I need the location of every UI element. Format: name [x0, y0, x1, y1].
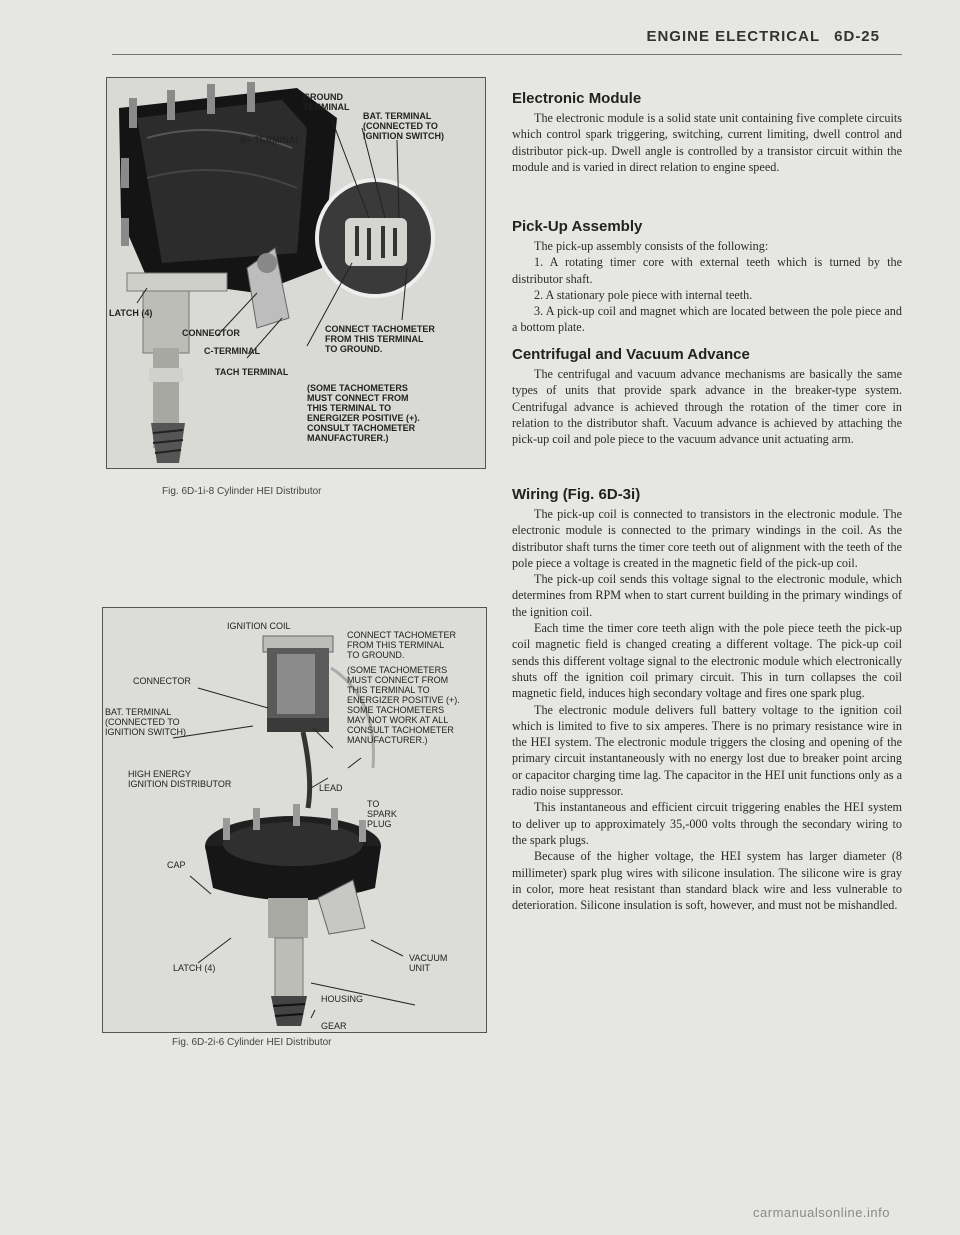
list-item: 1. A rotating timer core with external teeth which is turned by the distributor shaft. [512, 255, 902, 286]
paragraph: The pick-up coil is connected to transistors in the electronic module. The electronic module is connected to the primary windings in the coil. As the distributor shaft turns the timer core teeth out of alignment with the teeth of the pole piece a voltage is created in the magnetic field of the pick-up coil. [512, 507, 902, 570]
label-ignition-coil: IGNITION COIL [227, 621, 291, 631]
label-cap: CAP [167, 860, 186, 870]
header-rule [112, 54, 902, 55]
watermark: carmanualsonline.info [753, 1205, 890, 1220]
paragraph: The electronic module is a solid state unit containing five complete circuits which control spark triggering, switching, current limiting, dwell control and distributor pick-up. Dwell angle is controlled by a transistor circuit within the module and is varied in direct relation to engine speed. [512, 111, 902, 174]
label-hei-distributor: HIGH ENERGY IGNITION DISTRIBUTOR [128, 769, 232, 789]
paragraph: The pick-up assembly consists of the following: [534, 239, 769, 253]
section-wiring [512, 486, 902, 913]
page-header [646, 28, 880, 45]
label-connect-tachometer-2: CONNECT TACHOMETER FROM THIS TERMINAL TO GROUND. [347, 630, 457, 660]
label-tach-terminal: TACH TERMINAL [215, 367, 289, 377]
list-item: 2. A stationary pole piece with internal teeth. [534, 287, 753, 302]
section-pick-up-assembly [512, 218, 902, 336]
label-latch: LATCH (4) [109, 308, 153, 318]
section-advance [512, 346, 902, 447]
section-title: ENGINE ELECTRICAL [646, 28, 821, 45]
label-bat-terminal: BAT. TERMINAL (CONNECTED TO IGNITION SWITCH) [363, 111, 444, 141]
label-bat-terminal-2: BAT. TERMINAL (CONNECTED TO IGNITION SWITCH) [105, 707, 186, 737]
heading-pick-up-assembly: Pick-Up Assembly [512, 218, 643, 235]
figure-8-cyl-distributor [106, 77, 486, 469]
page-number: 6D-25 [834, 28, 880, 45]
figure2-caption: Fig. 6D-2i-6 Cylinder HEI Distributor [172, 1037, 332, 1048]
paragraph: This instantaneous and efficient circuit triggering enables the HEI system to deliver up to approximately 35,-000 volts through the secondary wiring to the spark plugs. [512, 800, 902, 847]
figure1-caption: Fig. 6D-1i-8 Cylinder HEI Distributor [162, 486, 322, 497]
label-connect-tachometer: CONNECT TACHOMETER FROM THIS TERMINAL TO GROUND. [325, 324, 435, 354]
label-housing: HOUSING [321, 994, 364, 1004]
paragraph: The centrifugal and vacuum advance mechanisms are basically the same types of units that provide spark advance in the breaker-type system. Centrifugal advance is achieved through the rotation of the timer core in relation to the distributor shaft. Vacuum advance is achieved by attaching the pick-up coil and pole piece to the vacuum advance unit actuating arm. [512, 367, 902, 447]
paragraph: Each time the timer core teeth align with the pole piece teeth the pick-up coil magnetic field is changed creating a different voltage. The pick-up coil sends this different voltage signal to the electronic module which electronically shuts off the ignition coil primary circuit. This in turn collapses the coil magnetic field, induces high secondary voltage and fires one spark plug. [512, 621, 902, 701]
label-ground-terminal: GROUND TERMINAL [303, 92, 350, 112]
label-some-tachometers-2: (SOME TACHOMETERS MUST CONNECT FROM THIS TERMINAL TO ENERGIZER POSITIVE (+). SOME TACHOMETERS MAY NOT WORK AT ALL CONSULT TACHOMETER MANUFACTURER.) [347, 665, 460, 745]
label-lead: LEAD [319, 783, 343, 793]
label-c-terminal: C-TERMINAL [204, 346, 260, 356]
paragraph: Because of the higher voltage, the HEI system has larger diameter (8 millimeter) spark plug wires with silicone insulation. The silicone wire is gray in color, more heat resistant than standard black wire and less vulnerable to deterioration. Silicone insulation is soft, however, and must not be mishandled. [512, 849, 902, 913]
label-gear: GEAR [321, 1021, 347, 1031]
label-latch-2: LATCH (4) [173, 963, 216, 973]
heading-wiring: Wiring (Fig. 6D-3i) [512, 486, 641, 503]
heading-electronic-module: Electronic Module [512, 90, 642, 107]
paragraph: The electronic module delivers full battery voltage to the ignition coil which is limited to five to six amperes. There is no primary resistance wire in the HEI system. The electronic module triggers the closing and opening of the primary circuit instantaneously with no energy lost due to breaker point arcing or capacitor charging time lag. The capacitor in the HEI unit functions only as a radio noise suppressor. [512, 702, 902, 799]
paragraph: The pick-up coil sends this voltage signal to the electronic module, which determines from RPM when to start current building in the primary windings of the ignition coil. [512, 572, 902, 619]
label-connector: CONNECTOR [182, 328, 240, 338]
label-vacuum-unit: VACUUM UNIT [409, 953, 448, 973]
label-to-spark-plug: TO SPARK PLUG [367, 799, 397, 829]
label-bplus-terminal: B+ TERMINAL [240, 135, 301, 145]
section-electronic-module [512, 90, 902, 175]
label-connector-2: CONNECTOR [133, 676, 191, 686]
heading-advance: Centrifugal and Vacuum Advance [512, 346, 750, 363]
label-some-tachometers: (SOME TACHOMETERS MUST CONNECT FROM THIS TERMINAL TO ENERGIZER POSITIVE (+). CONSULT TACHOMETER MANUFACTURER.) [307, 383, 420, 443]
list-item: 3. A pick-up coil and magnet which are located between the pole piece and a bottom plate. [512, 304, 902, 335]
figure-6-cyl-distributor [102, 607, 487, 1033]
